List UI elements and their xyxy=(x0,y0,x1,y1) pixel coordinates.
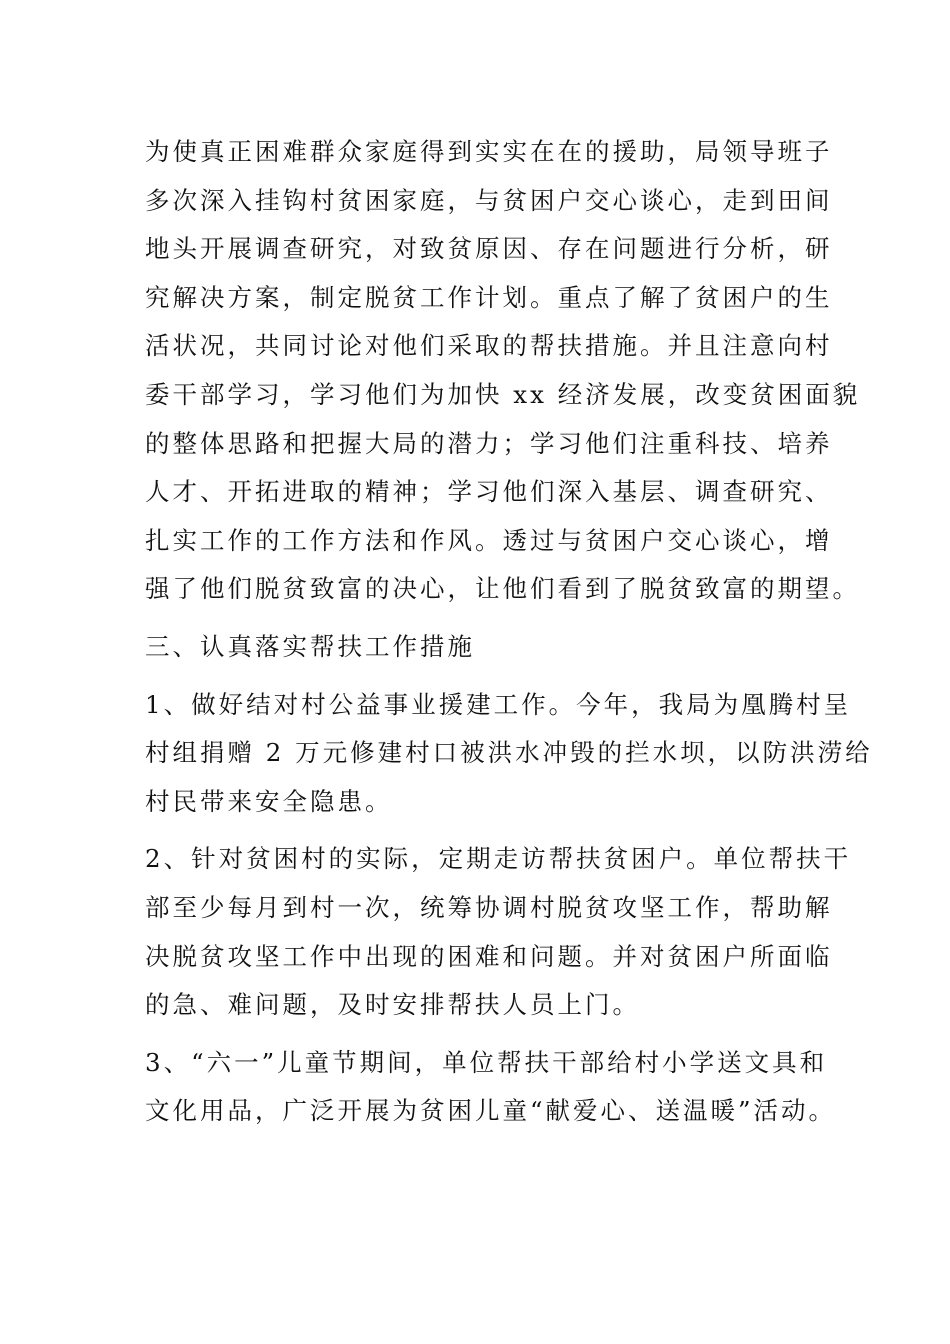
document-body xyxy=(145,128,873,1136)
list-item-2 xyxy=(145,835,852,1029)
list-item-line: 文化用品，广泛开展为贫困儿童“献爱心、送温暖”活动。 xyxy=(145,1096,837,1126)
list-item-line: 村组捐赠 2 万元修建村口被洪水冲毁的拦水坝，以防洪涝给 xyxy=(145,738,873,768)
list-item-1 xyxy=(145,681,873,827)
paragraph-line: 多次深入挂钩村贫困家庭，与贫困户交心谈心，走到田间 xyxy=(145,185,833,215)
paragraph-line: 扎实工作的工作方法和作风。透过与贫困户交心谈心，增 xyxy=(145,525,833,555)
paragraph-spacer xyxy=(145,1030,810,1039)
paragraph-spacer xyxy=(145,614,810,623)
paragraph-line: 究解决方案，制定脱贫工作计划。重点了解了贫困户的生 xyxy=(145,282,833,312)
list-item-3 xyxy=(145,1039,837,1136)
list-item-line: 1、做好结对村公益事业援建工作。今年，我局为凰腾村呈 xyxy=(145,689,852,719)
section-heading: 三、认真落实帮扶工作措施 xyxy=(145,631,475,661)
list-item-line: 3、“六一”儿童节期间，单位帮扶干部给村小学送文具和 xyxy=(145,1047,828,1077)
paragraph-line: 强了他们脱贫致富的决心，让他们看到了脱贫致富的期望。 xyxy=(145,574,860,604)
paragraph-line: 地头开展调查研究，对致贫原因、存在问题进行分析，研 xyxy=(145,234,833,264)
list-item-line: 部至少每月到村一次，统筹协调村脱贫攻坚工作，帮助解 xyxy=(145,892,833,922)
paragraph-spacer xyxy=(145,672,810,681)
paragraph-line: 人才、开拓进取的精神；学习他们深入基层、调查研究、 xyxy=(145,477,833,507)
list-item-line: 村民带来安全隐患。 xyxy=(145,786,393,816)
paragraph-line: 活状况，共同讨论对他们采取的帮扶措施。并且注意向村 xyxy=(145,331,833,361)
list-item-line: 2、针对贫困村的实际，定期走访帮扶贫困户。单位帮扶干 xyxy=(145,844,852,874)
paragraph-spacer xyxy=(145,826,810,835)
paragraph-line: 的整体思路和把握大局的潜力；学习他们注重科技、培养 xyxy=(145,428,833,458)
list-item-line: 的急、难问题，及时安排帮扶人员上门。 xyxy=(145,990,640,1020)
paragraph-line: 委干部学习，学习他们为加快 xx 经济发展，改变贫困面貌 xyxy=(145,379,861,409)
list-item-line: 决脱贫攻坚工作中出现的困难和问题。并对贫困户所面临 xyxy=(145,941,833,971)
paragraph-line: 为使真正困难群众家庭得到实实在在的援助，局领导班子 xyxy=(145,137,833,166)
paragraph-1 xyxy=(145,128,861,614)
